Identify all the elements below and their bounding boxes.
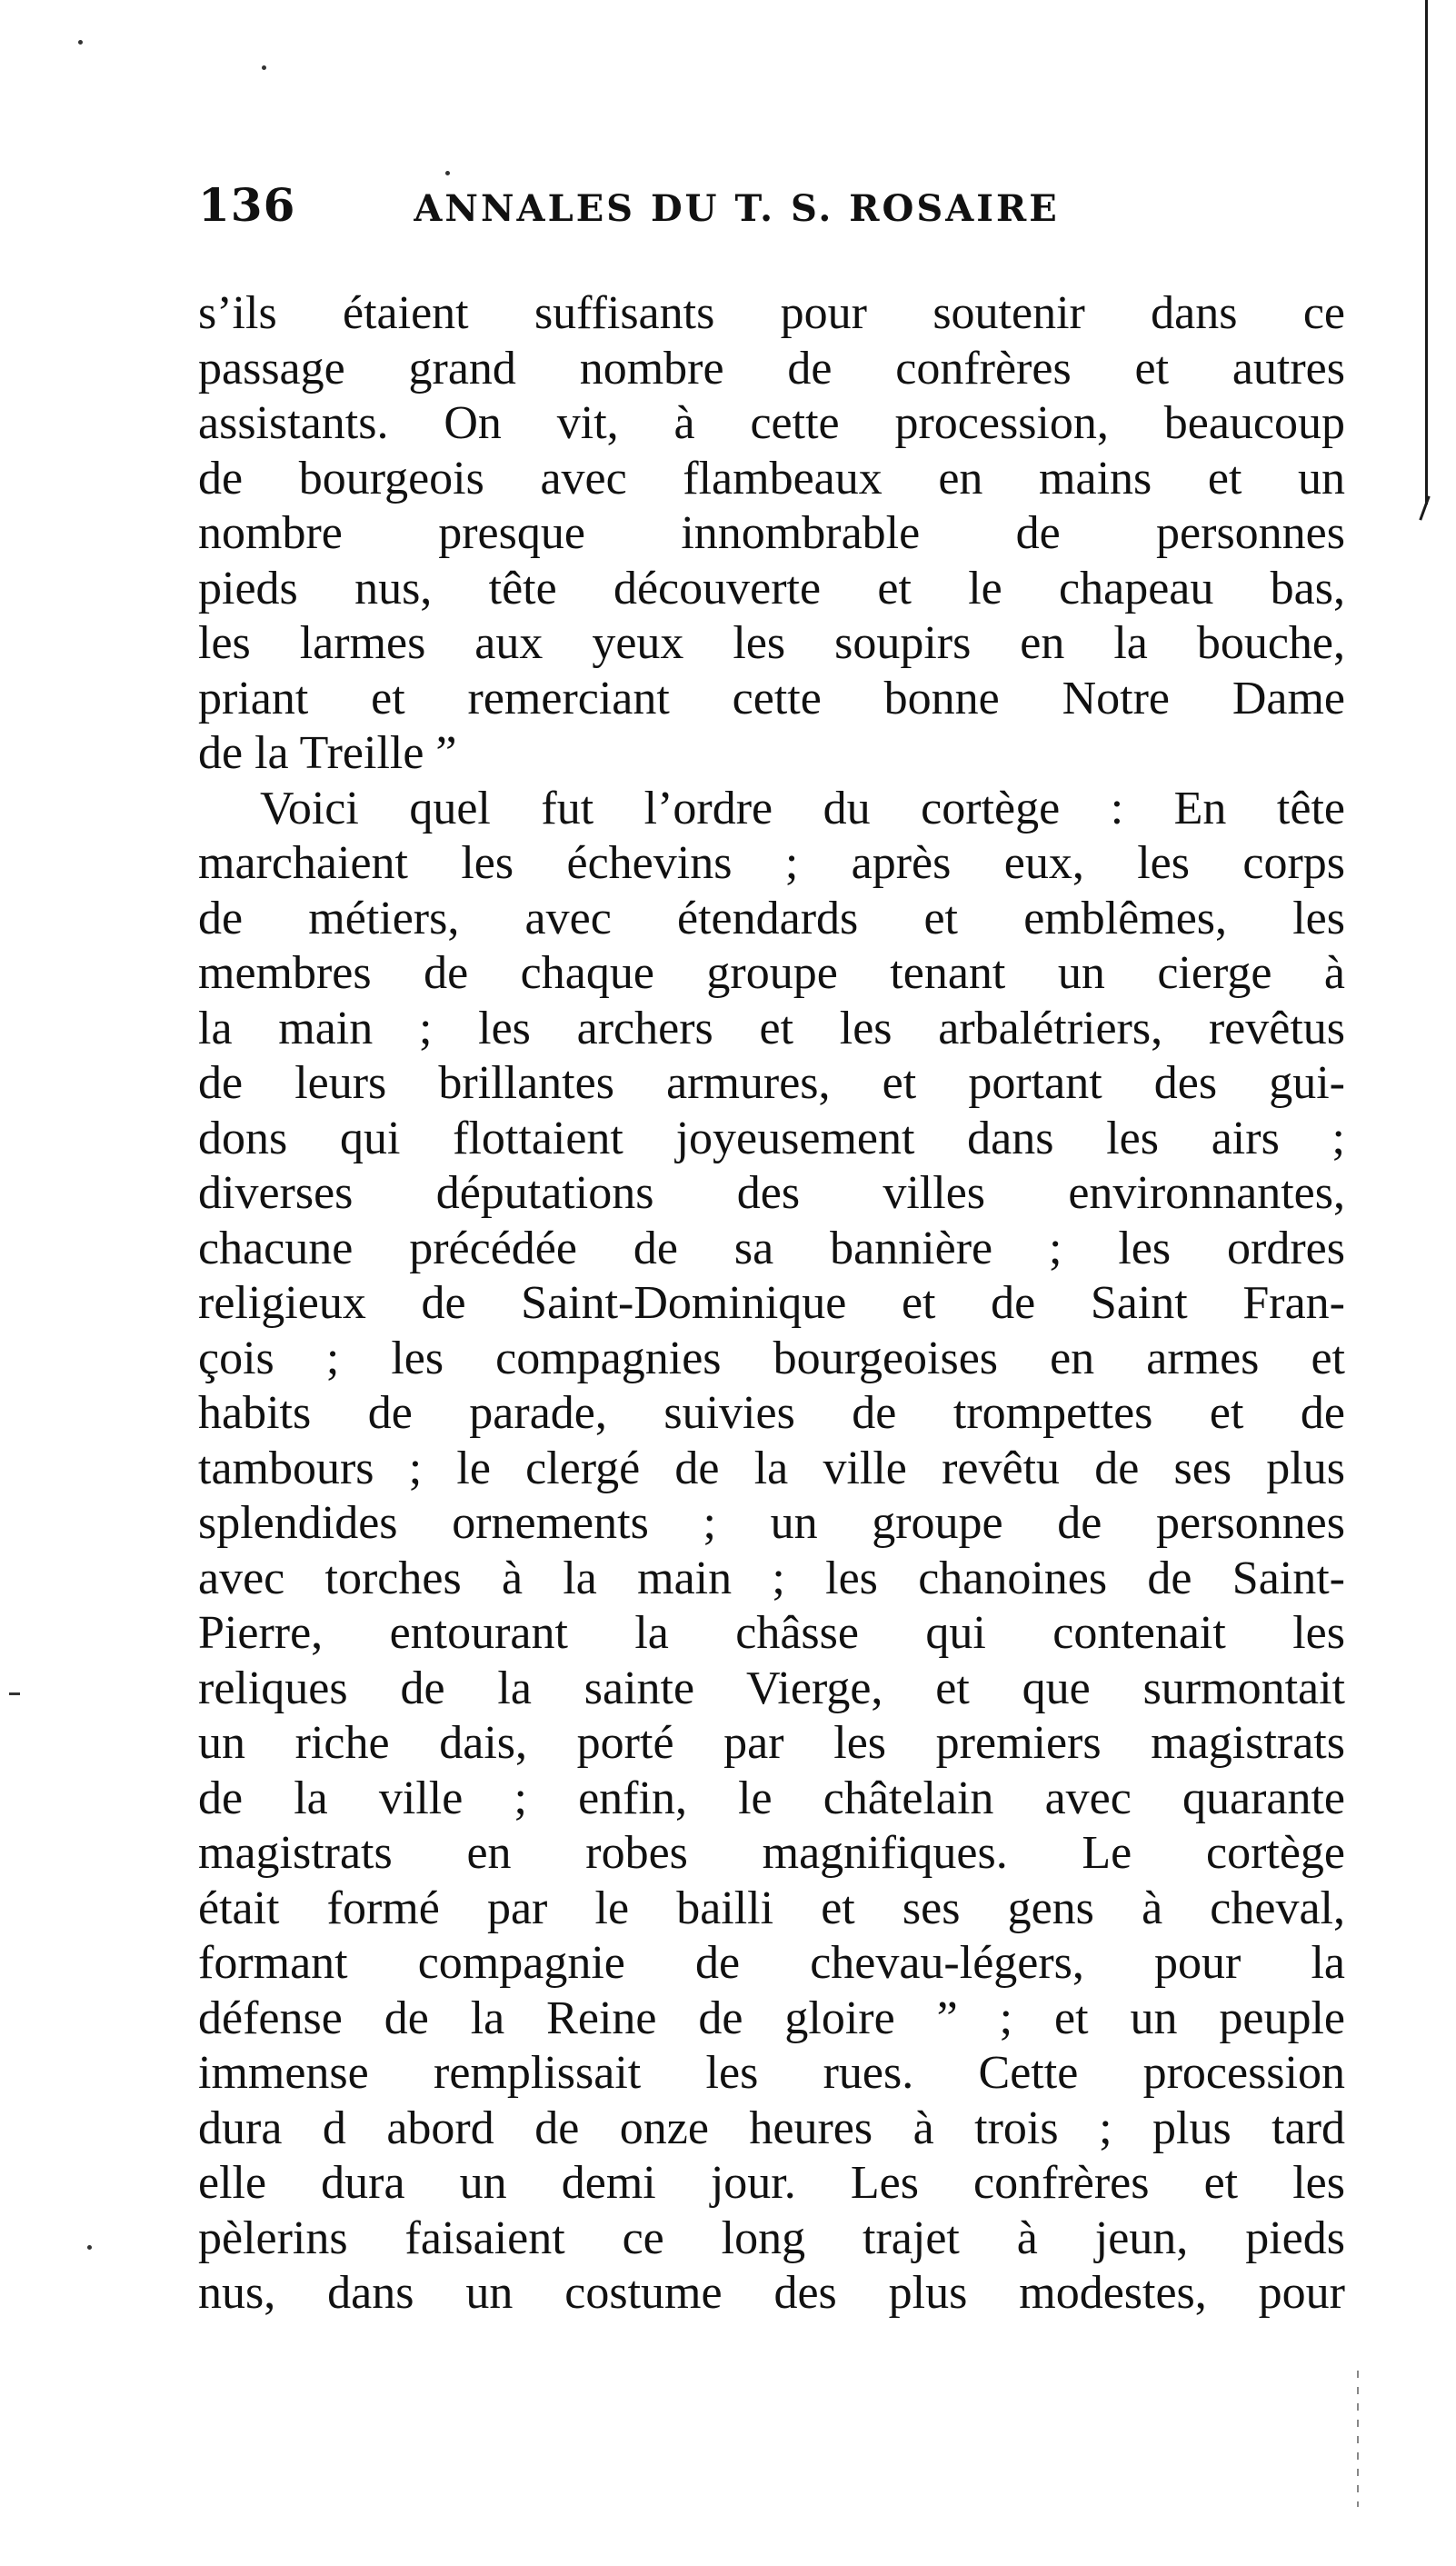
scan-speck	[262, 65, 266, 70]
text-line: elle dura un demi jour. Les confrères et les	[198, 2157, 1345, 2209]
text-line: religieux de Saint-Dominique et de Saint Fran-	[198, 1277, 1345, 1329]
text-line: nombre presque innombrable de personnes	[198, 507, 1345, 559]
text-line: formant compagnie de chevau-légers, pour la	[198, 1937, 1345, 1989]
text-line: pèlerins faisaient ce long trajet à jeun, pieds	[198, 2212, 1345, 2264]
text-line: s’ils étaient suffisants pour soutenir dans ce	[198, 287, 1345, 339]
text-line: passage grand nombre de confrères et autres	[198, 342, 1345, 394]
text-line: pieds nus, tête découverte et le chapeau bas,	[198, 562, 1345, 614]
text-line: dura d abord de onze heures à trois ; plus tard	[198, 2102, 1345, 2154]
text-line: avec torches à la main ; les chanoines de Saint-	[198, 1552, 1345, 1604]
text-line: habits de parade, suivies de trompettes et de	[198, 1387, 1345, 1439]
running-title: ANNALES DU T. S. ROSAIRE	[414, 187, 1060, 230]
text-line: tambours ; le clergé de la ville revêtu de ses plus	[198, 1442, 1345, 1494]
text-line: un riche dais, porté par les premiers magistrats	[198, 1717, 1345, 1769]
text-line: priant et remerciant cette bonne Notre Dame	[198, 672, 1345, 724]
body-text	[198, 286, 1345, 2321]
text-line: était formé par le bailli et ses gens à cheval,	[198, 1882, 1345, 1934]
text-line: la main ; les archers et les arbalétriers, revêtus	[198, 1002, 1345, 1054]
page-header	[198, 178, 1107, 242]
text-line: assistants. On vit, à cette procession, beaucoup	[198, 397, 1345, 449]
text-line: magistrats en robes magnifiques. Le cortège	[198, 1827, 1345, 1879]
text-line: de bourgeois avec flambeaux en mains et un	[198, 452, 1345, 504]
text-line: défense de la Reine de gloire ” ; et un peuple	[198, 1992, 1345, 2044]
text-line: çois ; les compagnies bourgeoises en armes et	[198, 1332, 1345, 1384]
text-line: de la ville ; enfin, le châtelain avec quarante	[198, 1772, 1345, 1824]
text-line: de métiers, avec étendards et emblêmes, les	[198, 892, 1345, 944]
scan-speck	[9, 1692, 20, 1695]
text-line: immense remplissait les rues. Cette procession	[198, 2047, 1345, 2099]
text-line: de leurs brillantes armures, et portant des gui-	[198, 1057, 1345, 1109]
text-line: nus, dans un costume des plus modestes, pour	[198, 2267, 1345, 2319]
text-line: Pierre, entourant la châsse qui contenait les	[198, 1607, 1345, 1659]
text-line: dons qui flottaient joyeusement dans les airs ;	[198, 1112, 1345, 1164]
scan-speck	[445, 171, 450, 175]
text-line: de la Treille ”	[198, 727, 457, 779]
text-line: membres de chaque groupe tenant un cierge à	[198, 947, 1345, 999]
scan-margin-line	[1425, 0, 1428, 504]
page-number: 136	[198, 178, 296, 232]
text-line: splendides ornements ; un groupe de personnes	[198, 1497, 1345, 1549]
scan-faint-rule	[1357, 2371, 1359, 2507]
text-line: diverses députations des villes environnantes,	[198, 1167, 1345, 1219]
text-line: marchaient les échevins ; après eux, les corps	[198, 837, 1345, 889]
text-line: reliques de la sainte Vierge, et que surmontait	[198, 1662, 1345, 1714]
text-line: les larmes aux yeux les soupirs en la bouche,	[198, 617, 1345, 669]
text-line: Voici quel fut l’ordre du cortège : En tête	[260, 782, 1345, 834]
scan-speck	[78, 40, 83, 45]
scan-speck	[87, 2245, 92, 2250]
text-line: chacune précédée de sa bannière ; les ordres	[198, 1222, 1345, 1274]
